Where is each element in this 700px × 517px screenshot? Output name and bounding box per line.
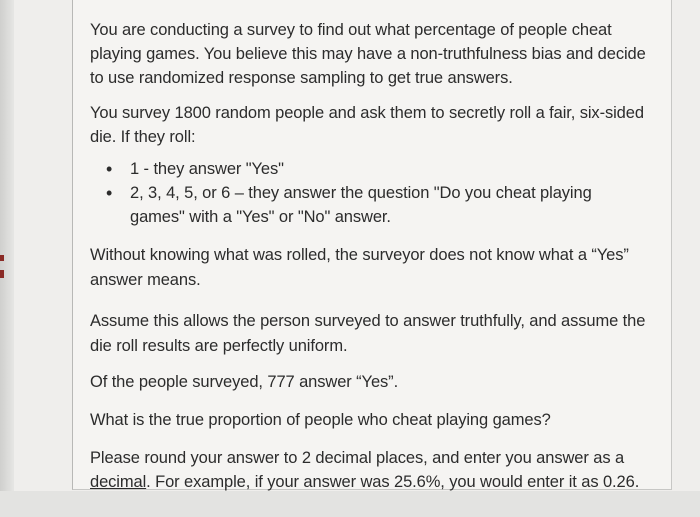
bullet-icon: • bbox=[106, 183, 113, 203]
rule-text: 1 - they answer "Yes" bbox=[130, 160, 284, 178]
question-paragraph: What is the true proportion of people who cheat playing games? bbox=[90, 411, 551, 429]
decimal-term: decimal bbox=[90, 473, 147, 491]
setup-paragraph: You survey 1800 random people and ask them to secretly roll a fair, six-sided die. If they roll: bbox=[90, 104, 644, 146]
assumption-paragraph: Assume this allows the person surveyed to answer truthfully, and assume the die roll results are perfectly uniform. bbox=[90, 312, 646, 355]
list-item bbox=[104, 157, 650, 181]
result-paragraph: Of the people surveyed, 777 answer “Yes”. bbox=[90, 373, 399, 391]
left-edge bbox=[0, 0, 14, 517]
explanation-paragraph: Without knowing what was rolled, the surveyor does not know what a “Yes” answer means. bbox=[90, 246, 629, 289]
intro-paragraph: You are conducting a survey to find out what percentage of people cheat playing games. You believe this may have a non-truthfulness bias and decide to use randomized response sampling to get true answers. bbox=[90, 21, 646, 87]
edge-marker bbox=[0, 270, 4, 278]
question-content bbox=[90, 18, 650, 494]
instructions-text: Please round your answer to 2 decimal places, and enter you answer as a bbox=[90, 449, 625, 467]
edge-marker bbox=[0, 255, 4, 261]
die-roll-rules-list bbox=[90, 157, 650, 229]
list-item bbox=[104, 181, 650, 229]
rule-text: 2, 3, 4, 5, or 6 – they answer the question "Do you cheat playing games" with a "Yes" or "No" answer. bbox=[130, 184, 592, 226]
bottom-strip bbox=[0, 491, 700, 517]
instructions-text: . For example, if your answer was 25.6%, you would enter it as 0.26. bbox=[146, 473, 640, 491]
instructions-paragraph bbox=[90, 446, 650, 494]
bullet-icon: • bbox=[106, 159, 113, 179]
